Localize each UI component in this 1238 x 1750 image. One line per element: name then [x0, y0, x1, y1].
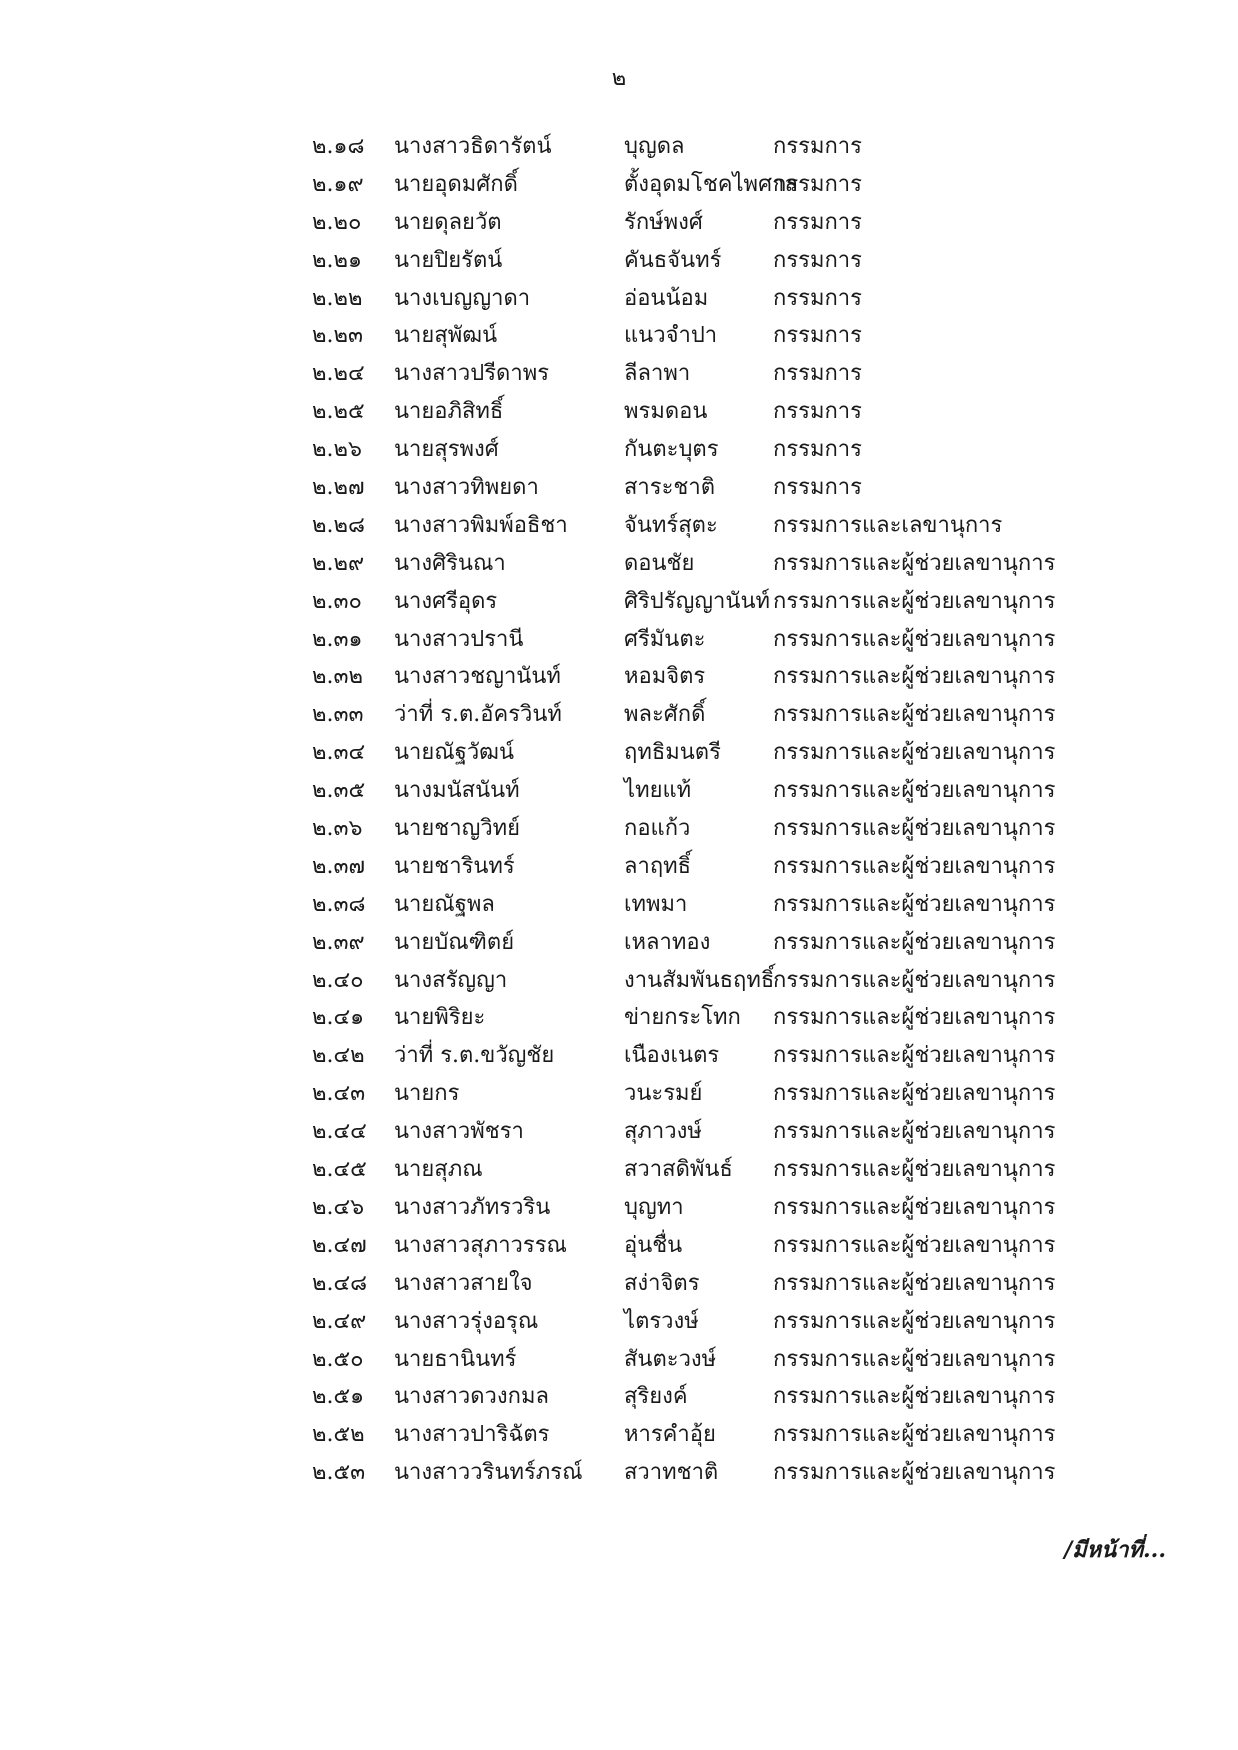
member-name: นายชารินทร์	[394, 853, 515, 879]
page-number: ๒	[611, 66, 627, 91]
member-role: กรรมการและผู้ช่วยเลขานุการ	[773, 588, 1056, 614]
member-row	[312, 1382, 1072, 1420]
member-role: กรรมการและผู้ช่วยเลขานุการ	[773, 1232, 1056, 1258]
member-name: นางสาวพัชรา	[394, 1119, 524, 1145]
member-name: นางสาวปาริฉัตร	[394, 1422, 550, 1448]
member-name: นางศรีอุดร	[394, 588, 498, 614]
member-number: ๒.๔๕	[312, 1157, 367, 1183]
member-row	[312, 397, 1072, 435]
member-name: ว่าที่ ร.ต.ขวัญชัย	[394, 1043, 555, 1069]
member-role: กรรมการ	[773, 475, 862, 501]
member-number: ๒.๔๑	[312, 1005, 365, 1031]
member-surname: สวาสดิพันธ์	[624, 1157, 733, 1183]
member-role: กรรมการ	[773, 323, 862, 349]
member-number: ๒.๒๔	[312, 361, 365, 387]
member-row	[312, 966, 1072, 1004]
member-number: ๒.๕๒	[312, 1422, 365, 1448]
member-row	[312, 890, 1072, 928]
committee-member-list	[312, 132, 1072, 1496]
member-row	[312, 208, 1072, 246]
member-row	[312, 738, 1072, 776]
member-surname: บุญดล	[624, 134, 685, 159]
member-row	[312, 662, 1072, 700]
member-row	[312, 359, 1072, 397]
member-name: นางสาวชญานันท์	[394, 664, 561, 690]
member-row	[312, 776, 1072, 814]
member-role: กรรมการและผู้ช่วยเลขานุการ	[773, 702, 1056, 728]
member-number: ๒.๑๘	[312, 134, 365, 159]
member-number: ๒.๔๗	[312, 1232, 367, 1258]
member-name: นายปิยรัตน์	[394, 247, 503, 273]
member-name: นายพิริยะ	[394, 1005, 486, 1031]
member-number: ๒.๓๒	[312, 664, 364, 690]
member-role: กรรมการและผู้ช่วยเลขานุการ	[773, 816, 1056, 842]
member-surname: สุริยงค์	[624, 1384, 688, 1410]
member-surname: กันตะบุตร	[624, 437, 719, 463]
member-surname: พละศักดิ์	[624, 702, 706, 728]
member-number: ๒.๒๑	[312, 247, 362, 273]
member-surname: เนืองเนตร	[624, 1043, 720, 1069]
member-role: กรรมการและผู้ช่วยเลขานุการ	[773, 1384, 1056, 1410]
member-name: นางสาวทิพยดา	[394, 475, 539, 501]
member-name: นายณัฐพล	[394, 891, 495, 917]
member-role: กรรมการและผู้ช่วยเลขานุการ	[773, 967, 1056, 993]
member-number: ๒.๒๕	[312, 399, 365, 425]
member-role: กรรมการ	[773, 209, 862, 235]
member-name: นางสาวปรานี	[394, 626, 524, 652]
member-number: ๒.๒๐	[312, 209, 362, 235]
member-role: กรรมการและผู้ช่วยเลขานุการ	[773, 1308, 1056, 1334]
member-surname: เทพมา	[624, 891, 688, 917]
member-name: นายชาญวิทย์	[394, 816, 521, 842]
member-number: ๒.๓๑	[312, 626, 363, 652]
member-number: ๒.๒๗	[312, 475, 365, 501]
member-row	[312, 1231, 1072, 1269]
member-name: นางสาววรินทร์ภรณ์	[394, 1460, 583, 1486]
member-name: นางสาวปรีดาพร	[394, 361, 550, 387]
member-surname: คันธจันทร์	[624, 247, 722, 273]
member-name: นางสาวสายใจ	[394, 1270, 533, 1296]
member-number: ๒.๔๘	[312, 1270, 368, 1296]
member-number: ๒.๔๙	[312, 1308, 367, 1334]
continuation-note: /มีหน้าที่...	[1064, 1537, 1166, 1563]
member-number: ๒.๓๙	[312, 929, 365, 955]
member-name: นางสาวดวงกมล	[394, 1384, 549, 1410]
member-role: กรรมการ	[773, 437, 862, 463]
member-name: นางสาวภัทรวริน	[394, 1194, 551, 1220]
member-row	[312, 1117, 1072, 1155]
member-number: ๒.๒๒	[312, 285, 363, 311]
member-surname: แนวจำปา	[624, 323, 718, 349]
member-surname: เหลาทอง	[624, 929, 711, 955]
member-name: นายสุภณ	[394, 1157, 483, 1183]
member-role: กรรมการ	[773, 399, 862, 425]
member-number: ๒.๔๒	[312, 1043, 365, 1069]
member-name: นางสาวพิมพ์อธิชา	[394, 512, 568, 538]
member-number: ๒.๓๗	[312, 853, 366, 879]
member-name: นายณัฐวัฒน์	[394, 740, 515, 766]
member-surname: จันทร์สุตะ	[624, 512, 718, 538]
member-surname: อุ่นชื่น	[624, 1232, 683, 1258]
member-name: นางศิรินณา	[394, 550, 506, 576]
member-role: กรรมการและผู้ช่วยเลขานุการ	[773, 1194, 1056, 1220]
member-row	[312, 1041, 1072, 1079]
member-row	[312, 814, 1072, 852]
member-surname: สาระชาติ	[624, 475, 715, 501]
member-role: กรรมการและผู้ช่วยเลขานุการ	[773, 778, 1056, 804]
member-surname: พรมดอน	[624, 399, 708, 425]
member-name: นางมนัสนันท์	[394, 778, 520, 804]
member-number: ๒.๔๔	[312, 1119, 367, 1145]
member-row	[312, 246, 1072, 284]
member-role: กรรมการ	[773, 285, 862, 311]
member-row	[312, 321, 1072, 359]
member-number: ๒.๕๑	[312, 1384, 365, 1410]
member-number: ๒.๑๙	[312, 171, 364, 197]
member-name: นายบัณฑิตย์	[394, 929, 515, 955]
member-role: กรรมการและผู้ช่วยเลขานุการ	[773, 1043, 1056, 1069]
member-role: กรรมการและผู้ช่วยเลขานุการ	[773, 1081, 1056, 1107]
member-role: กรรมการ	[773, 171, 862, 197]
member-name: นายกร	[394, 1081, 460, 1107]
member-name: นายสุพัฒน์	[394, 323, 498, 349]
member-surname: อ่อนน้อม	[624, 285, 709, 311]
member-number: ๒.๓๕	[312, 778, 366, 804]
member-number: ๒.๓๓	[312, 702, 364, 728]
member-row	[312, 1345, 1072, 1383]
member-surname: ข่ายกระโทก	[624, 1005, 741, 1031]
member-row	[312, 700, 1072, 738]
member-surname: ศรีมันตะ	[624, 626, 706, 652]
member-role: กรรมการและผู้ช่วยเลขานุการ	[773, 740, 1056, 766]
member-surname: วนะรมย์	[624, 1081, 703, 1107]
member-surname: ลีลาพา	[624, 361, 691, 387]
member-row	[312, 587, 1072, 625]
member-name: นางสาวรุ่งอรุณ	[394, 1308, 539, 1334]
member-role: กรรมการและผู้ช่วยเลขานุการ	[773, 1346, 1056, 1372]
member-row	[312, 1193, 1072, 1231]
member-number: ๒.๓๖	[312, 816, 363, 842]
member-role: กรรมการ	[773, 361, 862, 387]
member-number: ๒.๓๐	[312, 588, 362, 614]
member-row	[312, 852, 1072, 890]
member-role: กรรมการ	[773, 247, 862, 273]
member-surname: สวาทชาติ	[624, 1460, 719, 1486]
member-role: กรรมการและผู้ช่วยเลขานุการ	[773, 891, 1056, 917]
member-role: กรรมการและผู้ช่วยเลขานุการ	[773, 853, 1056, 879]
member-row	[312, 1079, 1072, 1117]
member-role: กรรมการและผู้ช่วยเลขานุการ	[773, 1005, 1056, 1031]
member-name: นายดุลยวัต	[394, 209, 502, 235]
member-name: นายอุดมศักดิ์	[394, 171, 518, 197]
member-number: ๒.๒๖	[312, 437, 362, 463]
member-surname: สง่าจิตร	[624, 1270, 700, 1296]
member-number: ๒.๕๐	[312, 1346, 364, 1372]
member-surname: ดอนชัย	[624, 550, 695, 576]
member-surname: บุญทา	[624, 1194, 684, 1220]
member-name: นายสุรพงศ์	[394, 437, 499, 463]
member-role: กรรมการและผู้ช่วยเลขานุการ	[773, 1157, 1056, 1183]
member-role: กรรมการและเลขานุการ	[773, 512, 1003, 538]
member-surname: งานสัมพันธฤทธิ์	[624, 967, 775, 993]
member-row	[312, 132, 1072, 170]
member-surname: กอแก้ว	[624, 816, 691, 842]
member-name: นางสาวธิดารัตน์	[394, 134, 552, 159]
member-surname: รักษ์พงศ์	[624, 209, 703, 235]
member-row	[312, 511, 1072, 549]
member-surname: สุภาวงษ์	[624, 1119, 702, 1145]
member-role: กรรมการและผู้ช่วยเลขานุการ	[773, 1460, 1056, 1486]
member-row	[312, 435, 1072, 473]
member-name: นายอภิสิทธิ์	[394, 399, 504, 425]
member-name: นางสรัญญา	[394, 967, 508, 993]
member-number: ๒.๔๐	[312, 967, 364, 993]
member-number: ๒.๓๔	[312, 740, 366, 766]
member-surname: ไทยแท้	[624, 778, 692, 804]
member-role: กรรมการและผู้ช่วยเลขานุการ	[773, 1270, 1056, 1296]
member-row	[312, 473, 1072, 511]
member-row	[312, 549, 1072, 587]
member-surname: ฤทธิมนตรี	[624, 740, 721, 766]
member-number: ๒.๔๓	[312, 1081, 366, 1107]
member-surname: ลาฤทธิ์	[624, 853, 692, 879]
member-number: ๒.๒๓	[312, 323, 364, 349]
member-row	[312, 1420, 1072, 1458]
member-row	[312, 1155, 1072, 1193]
member-role: กรรมการและผู้ช่วยเลขานุการ	[773, 664, 1056, 690]
member-row	[312, 1003, 1072, 1041]
member-role: กรรมการและผู้ช่วยเลขานุการ	[773, 1119, 1056, 1145]
member-surname: ตั้งอุดมโชคไพศาล	[624, 171, 798, 197]
member-row	[312, 284, 1072, 322]
member-number: ๒.๓๘	[312, 891, 366, 917]
member-row	[312, 1269, 1072, 1307]
member-role: กรรมการและผู้ช่วยเลขานุการ	[773, 550, 1056, 576]
member-name: นายธานินทร์	[394, 1346, 517, 1372]
member-name: นางเบญญาดา	[394, 285, 531, 311]
member-role: กรรมการและผู้ช่วยเลขานุการ	[773, 929, 1056, 955]
member-row	[312, 928, 1072, 966]
member-row	[312, 170, 1072, 208]
member-surname: ไตรวงษ์	[624, 1308, 699, 1334]
member-number: ๒.๔๖	[312, 1194, 365, 1220]
member-name: นางสาวสุภาวรรณ	[394, 1232, 567, 1258]
member-role: กรรมการและผู้ช่วยเลขานุการ	[773, 1422, 1056, 1448]
member-role: กรรมการ	[773, 134, 862, 159]
member-row	[312, 625, 1072, 663]
member-number: ๒.๒๙	[312, 550, 365, 576]
member-surname: หารคำอุ้ย	[624, 1422, 716, 1448]
member-row	[312, 1458, 1072, 1496]
member-surname: ศิริปรัญญานันท์	[624, 588, 770, 614]
member-surname: สันตะวงษ์	[624, 1346, 717, 1372]
member-role: กรรมการและผู้ช่วยเลขานุการ	[773, 626, 1056, 652]
member-row	[312, 1307, 1072, 1345]
member-number: ๒.๕๓	[312, 1460, 366, 1486]
member-name: ว่าที่ ร.ต.อัครวินท์	[394, 702, 562, 728]
member-surname: หอมจิตร	[624, 664, 706, 690]
member-number: ๒.๒๘	[312, 512, 365, 538]
